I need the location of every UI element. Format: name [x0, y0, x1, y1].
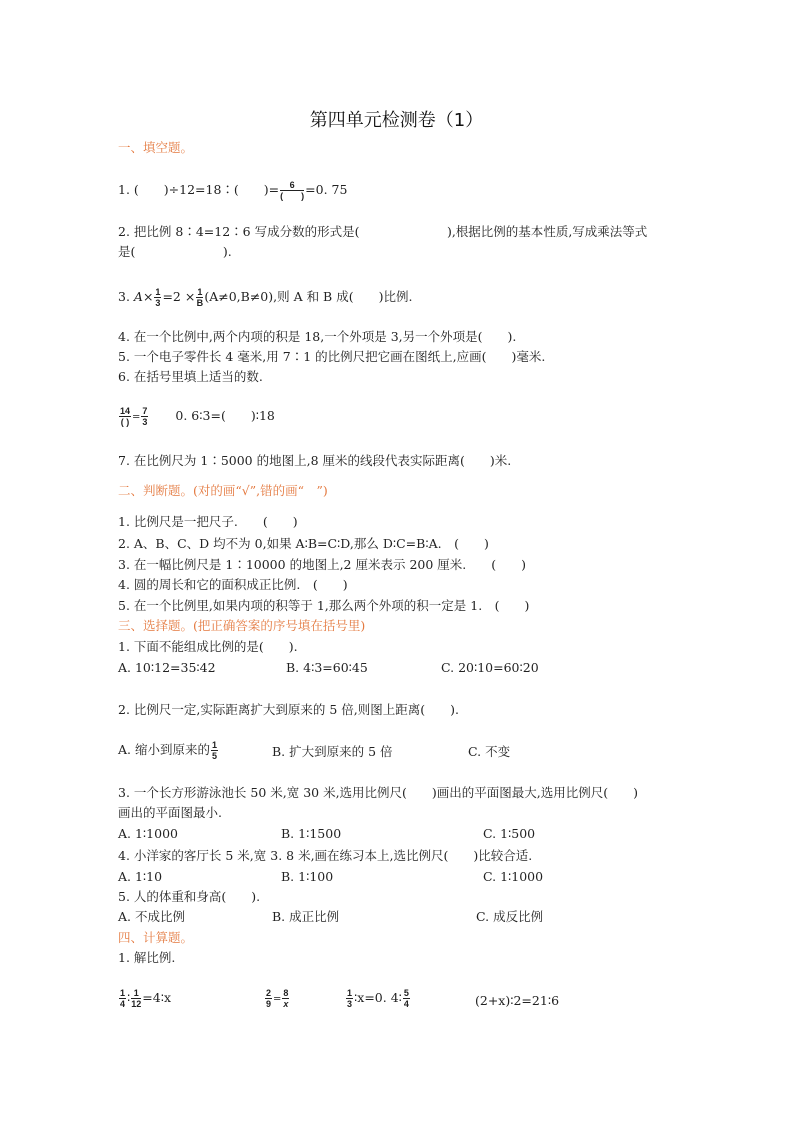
section-heading-fill-blank: 一、填空题。 [118, 140, 194, 155]
denominator: 3 [347, 999, 353, 1009]
option-c: C. 成反比例 [476, 909, 544, 924]
option-b: B. 扩大到原来的 5 倍 [272, 744, 393, 759]
numerator: 1 [211, 740, 217, 750]
equation-3 [345, 988, 411, 1009]
question-1-5: 5. 一个电子零件长 4 毫米,用 7∶1 的比例尺把它画在图纸上,应画( )毫米. [118, 349, 546, 364]
numerator: 1 [120, 988, 126, 998]
denominator: 12 [131, 999, 142, 1009]
section-heading-true-false: 二、判断题。(对的画“√”,错的画“ ”) [118, 483, 328, 498]
fraction [211, 740, 218, 761]
fraction [119, 406, 131, 427]
section-heading-calculation: 四、计算题。 [118, 930, 194, 945]
option-b: B. 1∶1500 [281, 826, 342, 841]
question-1-4: 4. 在一个比例中,两个内项的积是 18,一个外项是 3,另一个外项是( ). [118, 329, 517, 344]
denominator: 9 [266, 999, 272, 1009]
numerator: 14 [120, 406, 131, 416]
numerator: 8 [283, 988, 289, 998]
denominator: ( ) [120, 417, 130, 427]
numerator: 2 [266, 988, 272, 998]
fraction [403, 988, 410, 1009]
tf-item: 1. 比例尺是一把尺子. ( ) [118, 514, 298, 529]
choice-question-3-line2: 画出的平面图最小. [118, 805, 222, 820]
eq-text: ∶x=0. 4∶ [354, 990, 402, 1005]
option-c: C. 1∶1000 [483, 869, 544, 884]
numerator: 6 [280, 180, 304, 191]
eq-text: ∶ [127, 990, 131, 1005]
denominator: 4 [120, 999, 126, 1009]
option-a: A. 不成比例 [118, 909, 185, 924]
choice-question-5: 5. 人的体重和身高( ). [118, 889, 261, 904]
q-text: = [132, 412, 141, 423]
denominator: B [196, 298, 204, 308]
calc-question-1: 1. 解比例. [118, 950, 176, 965]
question-1-6: 6. 在括号里填上适当的数. [118, 369, 263, 384]
option-c: C. 不变 [468, 744, 511, 759]
numerator: 5 [403, 988, 409, 998]
numerator: 1 [155, 287, 161, 297]
q-text: 1. ( )÷12=18∶( )= [118, 182, 280, 197]
denominator: 5 [211, 751, 217, 761]
equation-4: (2+x)∶2=21∶6 [475, 993, 560, 1008]
q-text: × [142, 289, 154, 304]
q-text: =2 × [162, 289, 196, 304]
var: A [133, 289, 143, 304]
equation-2 [264, 988, 290, 1009]
denominator: 3 [142, 417, 148, 427]
denominator: ( ) [280, 191, 305, 201]
fraction [131, 988, 141, 1009]
numerator: 7 [142, 406, 148, 416]
question-1-7: 7. 在比例尺为 1∶5000 的地图上,8 厘米的线段代表实际距离( )米. [118, 453, 512, 468]
eq-text: =4∶x [142, 990, 172, 1005]
option-c: C. 20∶10=60∶20 [441, 660, 539, 675]
q-text: 3. [118, 289, 134, 304]
fraction [346, 988, 353, 1009]
option-b: B. 1∶100 [281, 869, 334, 884]
numerator: 1 [131, 988, 141, 999]
option-a: A. 1∶1000 [118, 826, 178, 841]
option-b: B. 4∶3=60∶45 [286, 660, 368, 675]
option-c: C. 1∶500 [483, 826, 536, 841]
section-heading-choice: 三、选择题。(把正确答案的序号填在括号里) [118, 618, 366, 633]
fraction [119, 988, 126, 1009]
proportion-equations [118, 988, 718, 1014]
fraction [282, 988, 289, 1009]
fraction [265, 988, 272, 1009]
choice-question-2: 2. 比例尺一定,实际距离扩大到原来的 5 倍,则图上距离( ). [118, 702, 459, 717]
page-title: 第四单元检测卷（1） [309, 110, 484, 131]
option-a [118, 740, 219, 761]
question-1-3 [118, 287, 412, 308]
fraction [141, 406, 148, 427]
fraction [280, 180, 304, 201]
question-1-6-items [118, 406, 275, 427]
denominator: 4 [403, 999, 409, 1009]
tf-item: 4. 圆的周长和它的面积成正比例. ( ) [118, 577, 348, 592]
eq-text: = [273, 994, 282, 1005]
q-text: (A≠0,B≠0),则 A 和 B 成( )比例. [204, 289, 413, 304]
question-1-2-line1: 2. 把比例 8∶4=12∶6 写成分数的形式是( ),根据比例的基本性质,写成乘法等式 [118, 224, 648, 239]
tf-item: 2. A、B、C、D 均不为 0,如果 A∶B=C∶D,那么 D∶C=B∶A. ( ) [118, 536, 489, 551]
question-1-2-line2: 是( ). [118, 244, 232, 259]
equation-1 [118, 988, 171, 1009]
fraction [154, 287, 161, 308]
option-text: A. 缩小到原来的 [118, 742, 210, 757]
option-a: A. 1∶10 [118, 869, 163, 884]
choice-options-2 [118, 740, 678, 764]
choice-question-1: 1. 下面不能组成比例的是( ). [118, 639, 298, 654]
q-text: =0. 75 [305, 182, 348, 197]
option-b: B. 成正比例 [272, 909, 340, 924]
denominator: 3 [155, 298, 161, 308]
choice-question-3-line1: 3. 一个长方形游泳池长 50 米,宽 30 米,选用比例尺( )画出的平面图最大,选用比例尺( ) [118, 785, 639, 800]
denominator: x [283, 999, 289, 1009]
choice-question-4: 4. 小洋家的客厅长 5 米,宽 3. 8 米,画在练习本上,选比例尺( )比较合适. [118, 848, 533, 863]
question-1-1 [118, 180, 347, 201]
tf-item: 3. 在一幅比例尺是 1∶10000 的地图上,2 厘米表示 200 厘米. ( ) [118, 557, 526, 572]
tf-item: 5. 在一个比例里,如果内项的积等于 1,那么两个外项的积一定是 1. ( ) [118, 598, 530, 613]
q-text: 0. 6∶3=( )∶18 [175, 408, 275, 423]
numerator: 1 [197, 287, 203, 297]
numerator: 1 [347, 988, 353, 998]
fraction [196, 287, 203, 308]
option-a: A. 10∶12=35∶42 [118, 660, 216, 675]
